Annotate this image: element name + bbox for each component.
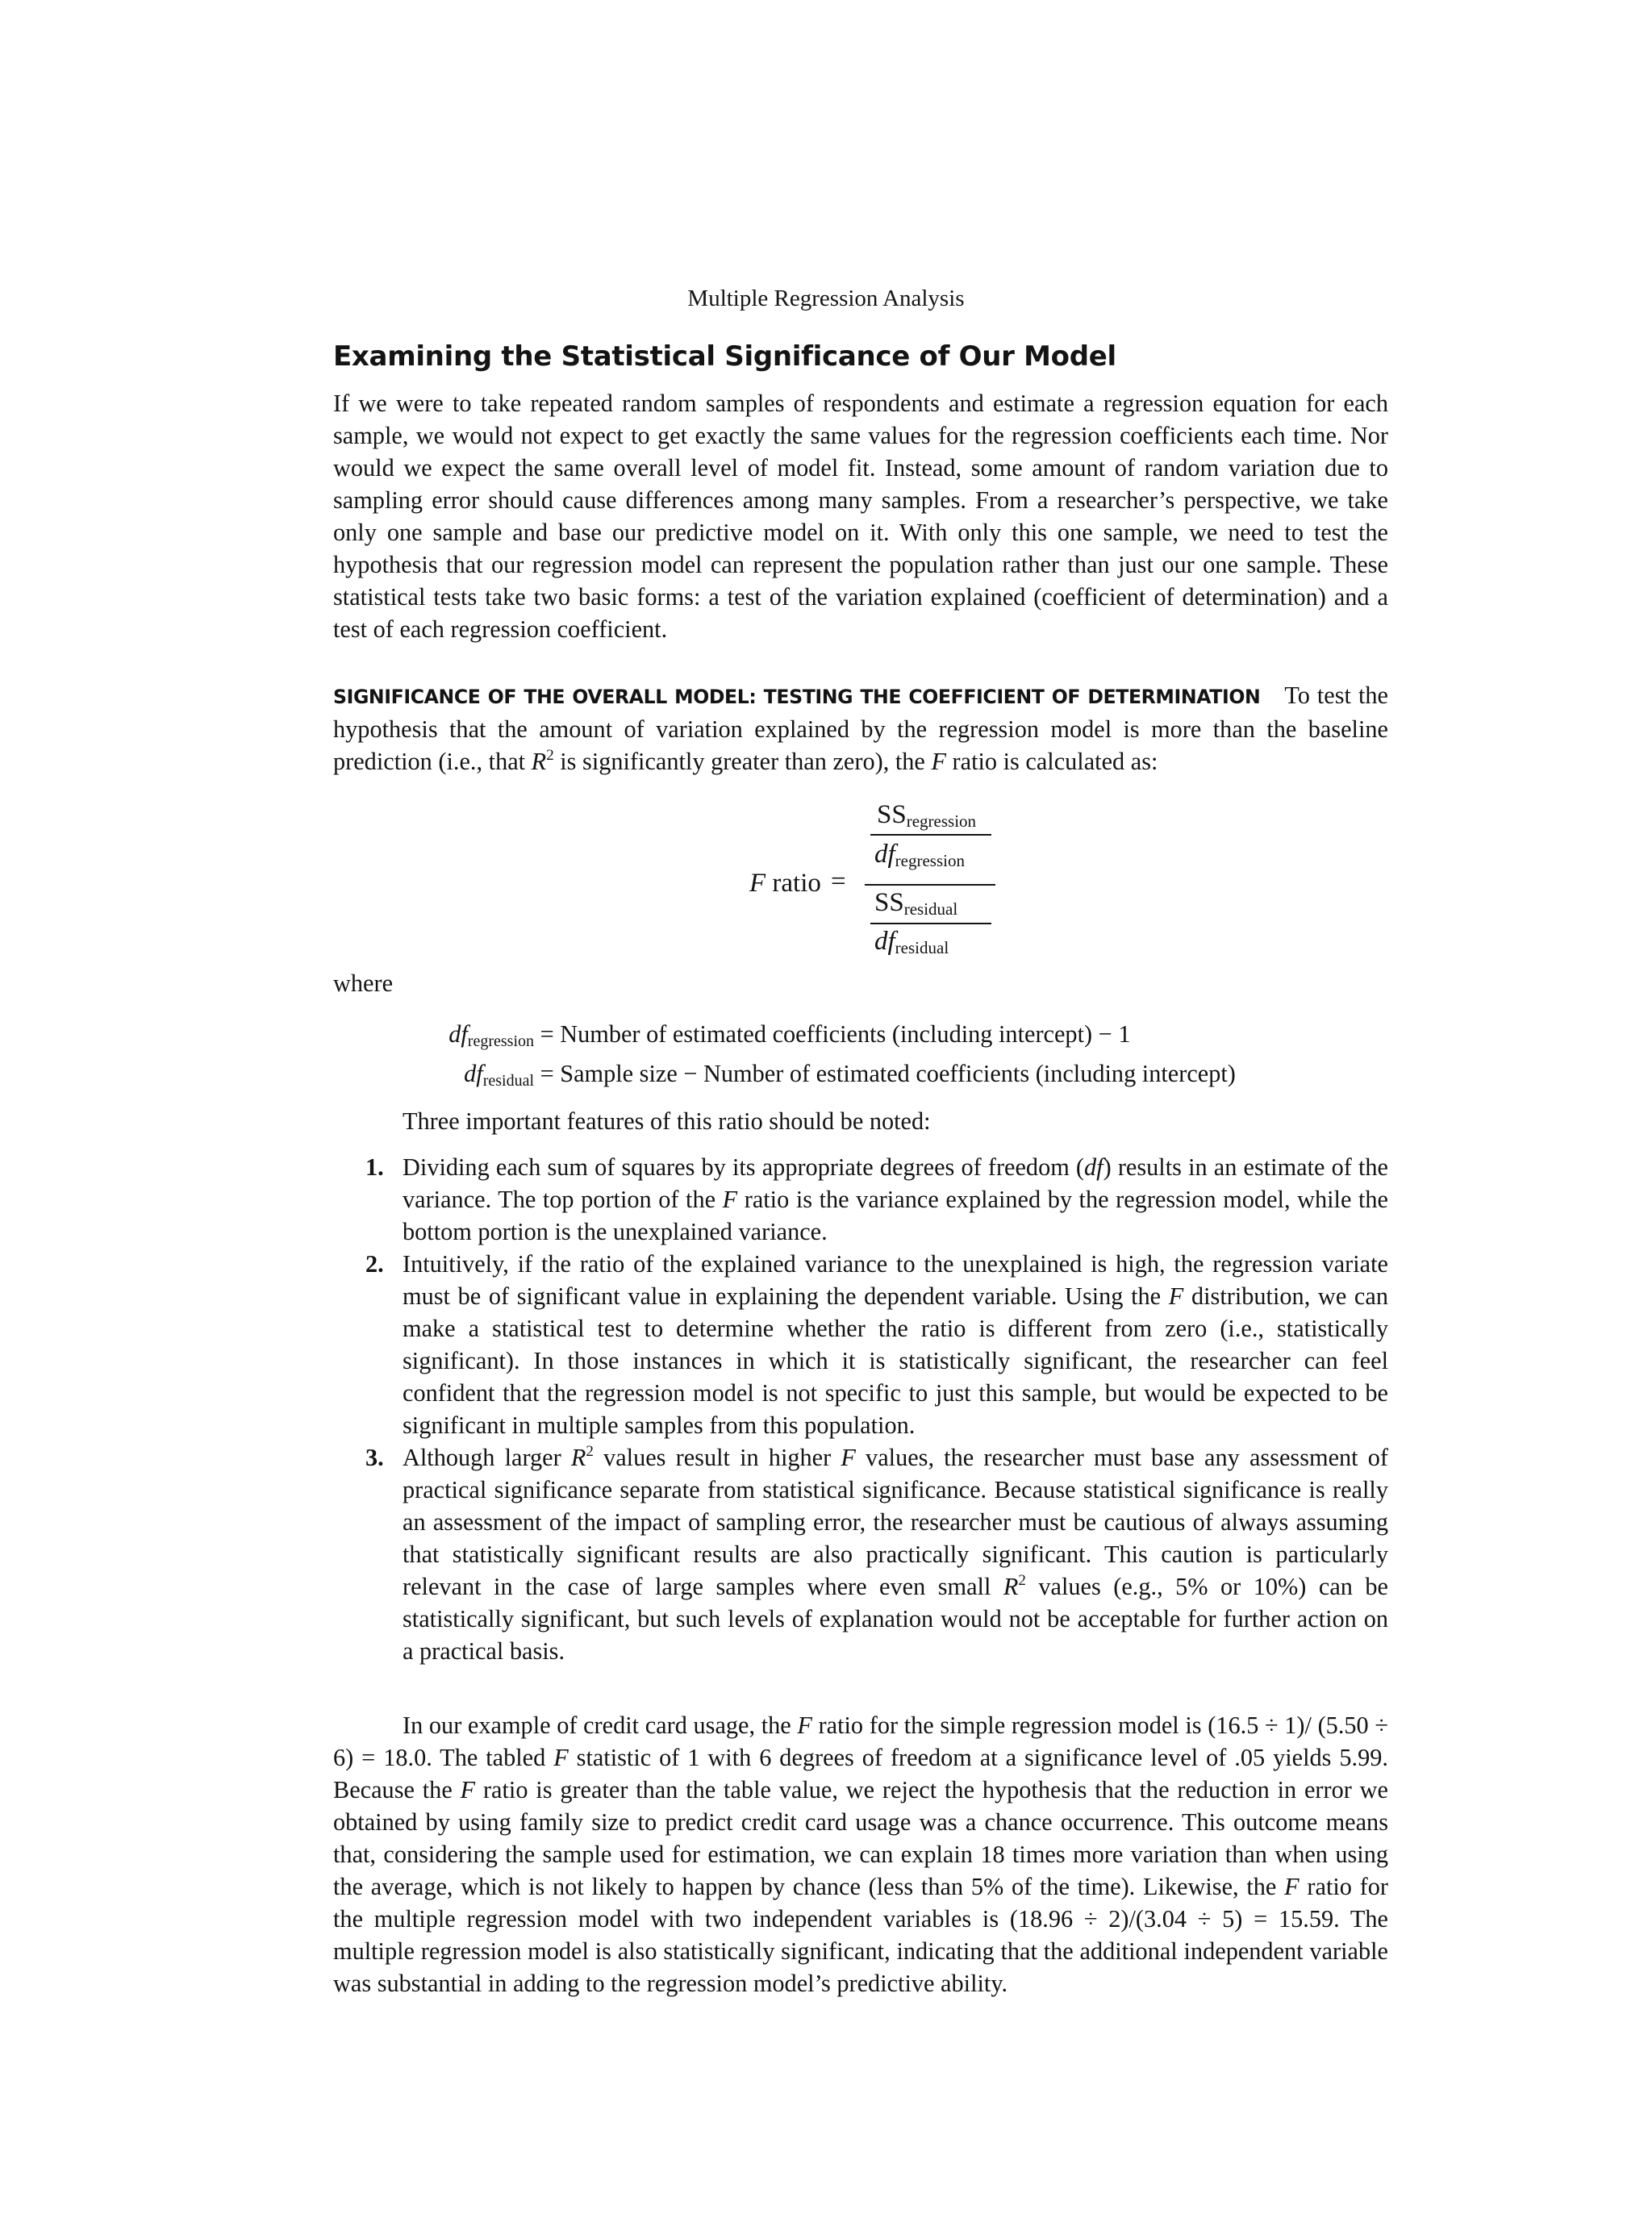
list-text: Although larger $R^2$ values result in higher F values, the researcher must base any assessment of practical significance separate from statistical significance. Because statistical significance is really an assessment of the impact of sampling error, the researcher must be cautious of always assuming that statistically significant results are also practically significant. This caution is particularly relevant in the case of large samples where even small $R^2$ values (e.g., 5% or 10%) can be statistically significant, but such levels of explanation would not be acceptable for further action on a practical basis. <box>403 1443 1388 1665</box>
subsection-text: To test the hypothesis that the amount of variation explained by the regression model is more than the baseline prediction (i.e., that $R^2$ is significantly greater than zero), the F ratio is calculated as: <box>333 682 1388 775</box>
features-intro: Three important features of this ratio should be noted: <box>403 1107 931 1135</box>
section-title: Examining the Statistical Significance of Our Model <box>333 340 1116 373</box>
eq-denominator-ss: $SS_{residual}$ <box>874 888 958 919</box>
subsection-paragraph <box>333 679 1388 778</box>
eq-denominator-df: $df_{residual}$ <box>874 927 949 957</box>
eq-inner-fraction-line-bottom <box>870 923 991 924</box>
definition-df-residual: $df_{residual}$ = Sample size − Number of estimated coefficients (including intercept) <box>464 1060 1236 1090</box>
eq-inner-fraction-line-top <box>870 834 991 836</box>
paragraph-credit-card-example: In our example of credit card usage, the F ratio for the simple regression model is (16.5 ÷ 1)/ (5.50 ÷ 6) = 18.0. The tabled F statistic of 1 with 6 degrees of freedom at a significance level of .05 yields 5.99. Because the F ratio is greater than the table value, we reject the hypothesis that the reduction in error we obtained by using family size to predict credit card usage was a chance occurrence. This outcome means that, considering the sample used for estimation, we can explain 18 times more variation than when using the average, which is not likely to happen by chance (less than 5% of the time). Likewise, the F ratio for the multiple regression model with two independent variables is (18.96 ÷ 2)/(3.04 ÷ 5) = 15.59. The multiple regression model is also statistically significant, indicating that the additional independent variable was substantial in adding to the regression model’s predictive ability. <box>333 1712 1389 1997</box>
eq-numerator-ss: $SS_{regression}$ <box>877 800 977 831</box>
list-number: 3. <box>365 1444 384 1471</box>
list-text: Intuitively, if the ratio of the explained variance to the unexplained is high, the regression variate must be of significant value in explaining the dependent variable. Using the F distribution, we can make a statistical test to determine whether the ratio is different from zero (i.e., statistically significant). In those instances in which it is statistically significant, the researcher can feel confident that the regression model is not specific to just this sample, but would be expected to be significant in multiple samples from this population. <box>403 1250 1388 1439</box>
list-number: 2. <box>365 1250 384 1278</box>
eq-main-fraction-line <box>865 884 995 886</box>
list-text: Dividing each sum of squares by its appropriate degrees of freedom (df) results in an estimate of the variance. The top portion of the F ratio is the variance explained by the regression model, while the bottom portion is the unexplained variance. <box>403 1153 1388 1245</box>
paragraph-intro: If we were to take repeated random samples of respondents and estimate a regression equation for each sample, we would not expect to get exactly the same values for the regression coefficients each time. Nor would we expect the same overall level of model fit. Instead, some amount of random variation due to sampling error should cause differences among many samples. From a researcher’s perspective, we take only one sample and base our predictive model on it. With only this one sample, we need to test the hypothesis that our regression model can represent the population rather than just our one sample. These statistical tests take two basic forms: a test of the variation explained (coefficient of determination) and a test of each regression coefficient. <box>333 390 1388 643</box>
running-head: Multiple Regression Analysis <box>687 286 965 311</box>
where-label: where <box>333 969 394 997</box>
eq-numerator-df: $df_{regression}$ <box>874 840 965 870</box>
equation-label: F ratio <box>749 869 821 898</box>
equation-equals: = <box>831 867 846 896</box>
definition-df-regression: $df_{regression}$ = Number of estimated coefficients (including intercept) − 1 <box>448 1020 1131 1050</box>
subsection-heading: SIGNIFICANCE OF THE OVERALL MODEL: TESTING THE COEFFICIENT OF DETERMINATION <box>333 686 1261 708</box>
list-number: 1. <box>365 1153 384 1181</box>
